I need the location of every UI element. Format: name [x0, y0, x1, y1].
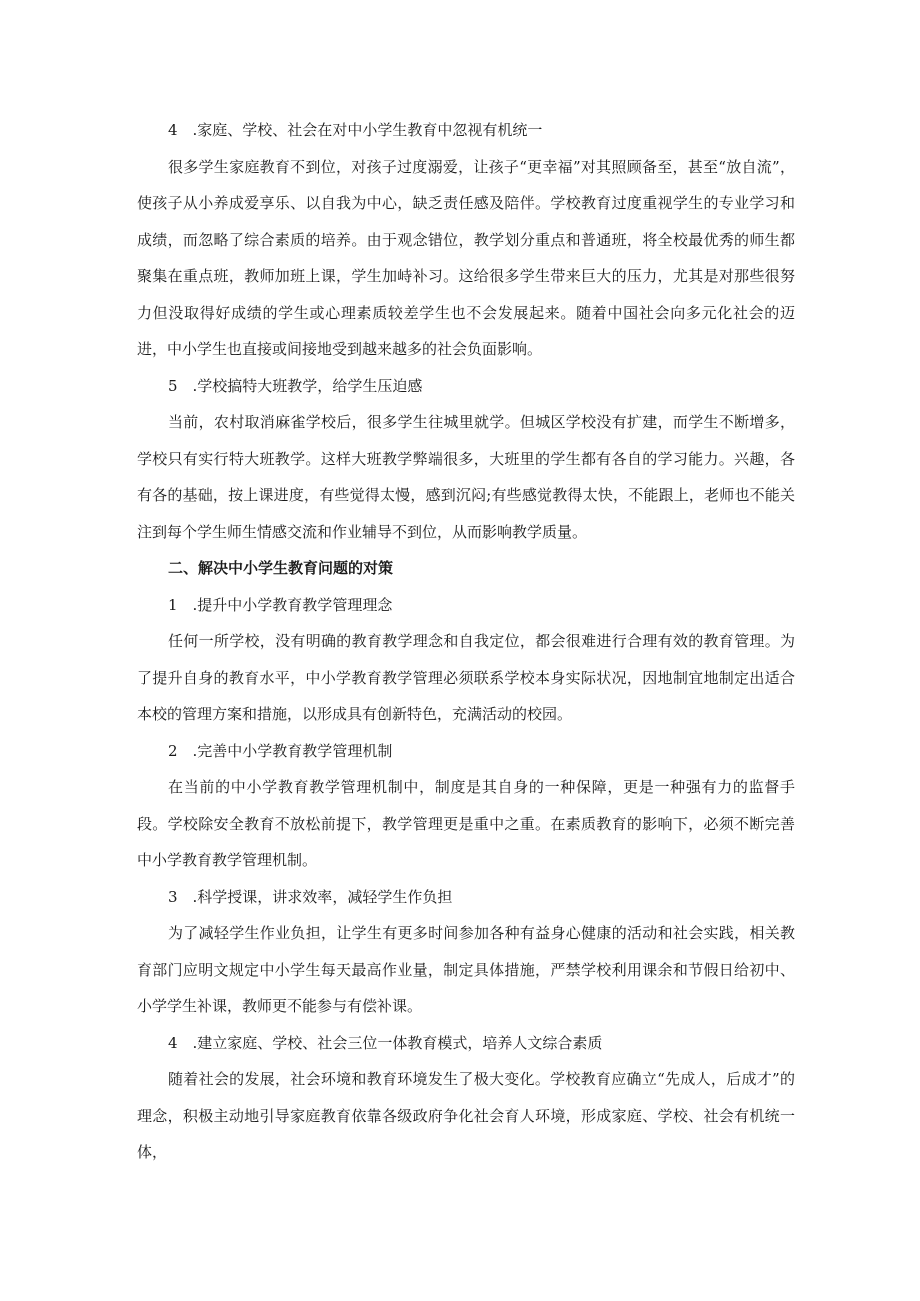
paragraph-scientific-teaching: 为了减轻学生作业负担，让学生有更多时间参加各种有益身心健康的活动和社会实践，相关教育部门应明文规定中小学生每天最高作业量，制定具体措施，严禁学校利用课余和节假日给初中、小学学生补课，教师更不能参与有偿补课。 [137, 924, 795, 1015]
paragraph-management-concept: 任何一所学校，没有明确的教育教学理念和自我定位，都会很难进行合理有效的教育管理。为了提升自身的教育水平，中小学教育教学管理必须联系学校本身实际状况，因地制宜地制定出适合本校的管理方案和措施，以形成具有创新特色，充满活动的校园。 [137, 632, 795, 723]
paragraph-large-classes: 当前，农村取消麻雀学校后，很多学生往城里就学。但城区学校没有扩建，而学生不断增多，学校只有实行特大班教学。这样大班教学弊端很多，大班里的学生都有各自的学习能力。兴趣，各有各的基础，按上课进度，有些觉得太慢，感到沉闷;有些感觉教得太快，不能跟上，老师也不能关注到每个学生师生情感交流和作业辅导不到位，从而影响教学质量。 [137, 413, 795, 541]
document-body [137, 112, 795, 1171]
section-heading-2-management-mechanism: 2 .完善中小学教育教学管理机制 [168, 741, 393, 760]
chapter-heading-solutions: 二、解决中小学生教育问题的对策 [168, 559, 394, 577]
paragraph-family-education: 很多学生家庭教育不到位，对孩子过度溺爱，让孩子“更幸福”对其照顾备至，甚至“放自流”，使孩子从小养成爱享乐、以自我为中心，缺乏责任感及陪伴。学校教育过度重视学生的专业学习和成绩，而忽略了综合素质的培养。由于观念错位，教学划分重点和普通班，将全校最优秀的师生都聚集在重点班，教师加班上课，学生加峙补习。这给很多学生带来巨大的压力，尤其是对那些很努力但没取得好成绩的学生或心理素质较差学生也不会发展起来。随着中国社会向多元化社会的迈进，中小学生也直接或间接地受到越来越多的社会负面影响。 [137, 157, 795, 358]
section-heading-1-management-concept: 1 .提升中小学教育教学管理理念 [168, 595, 393, 614]
paragraph-management-mechanism: 在当前的中小学教育教学管理机制中，制度是其自身的一种保障，更是一种强有力的监督手段。学校除安全教育不放松前提下，教学管理更是重中之重。在素质教育的影响下，必须不断完善中小学教育教学管理机制。 [137, 778, 795, 869]
section-heading-4-three-in-one-model: 4 .建立家庭、学校、社会三位一体教育模式，培养人文综合素质 [168, 1033, 603, 1052]
section-heading-5-large-classes: 5 .学校搞特大班教学，给学生压迫感 [168, 376, 423, 395]
paragraph-three-in-one-model: 随着社会的发展，社会环境和教育环境发生了极大变化。学校教育应确立“先成人，后成才”的理念，积极主动地引导家庭教育依靠各级政府争化社会育人环境，形成家庭、学校、社会有机统一体， [137, 1070, 795, 1161]
section-heading-4-family-school-society: 4 .家庭、学校、社会在对中小学生教育中忽视有机统一 [168, 121, 543, 139]
section-heading-3-scientific-teaching: 3 .科学授课，讲求效率，减轻学生作负担 [168, 887, 453, 906]
